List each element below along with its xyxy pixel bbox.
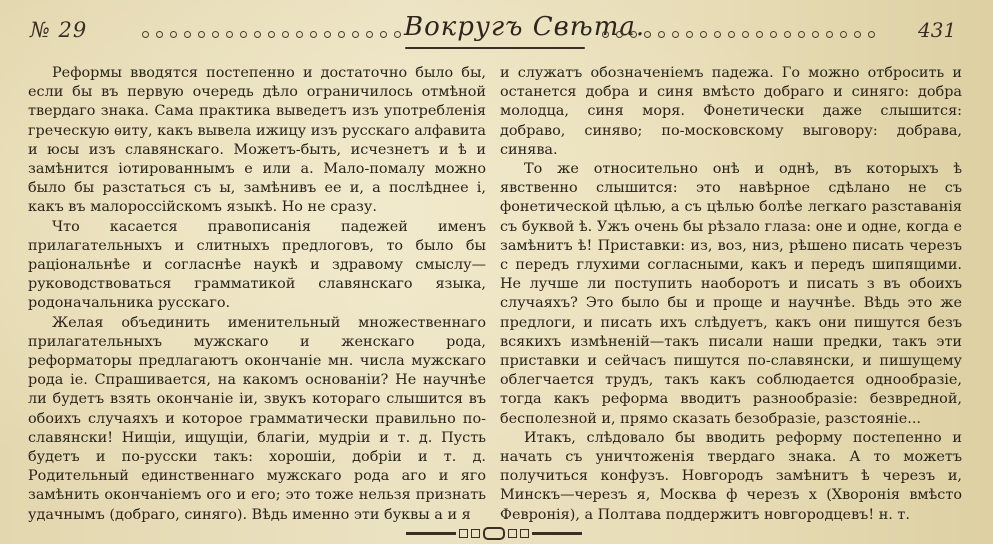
masthead-flourish bbox=[405, 47, 585, 49]
left-column bbox=[28, 64, 486, 525]
paragraph: Итакъ, слѣдовало бы вводить реформу постепенно и начать съ уничтоженія твердаго знака. А то можетъ получиться конфузъ. Новгородъ замѣнитъ ѣ черезъ и, Минскъ—черезъ я, Москва ф черезъ х (Хворонія вмѣсто Февронія), а Полтава поддержитъ новгородцевъ! н. т. bbox=[500, 429, 962, 523]
right-column bbox=[500, 64, 962, 525]
issue-number: № 29 bbox=[30, 18, 88, 42]
page-number: 431 bbox=[918, 18, 957, 42]
paragraph: Что касается правописанія падежей именъ прилагательныхъ и слитныхъ предлоговъ, то было бы раціональнѣе и согласнѣе наукѣ и здравому смыслу—руководствоваться грамматикой славянскаго языка, родоначальника русскаго. bbox=[28, 218, 486, 312]
paragraph: и служатъ обозначеніемъ падежа. Го можно отбросить и останется добра и синя вмѣсто добраго и синяго: добра молодца, синя моря. Фонетически даже слышится: добраво, синяво; по-московскому выговору: добрава, синява. bbox=[500, 65, 962, 158]
footer-ornament bbox=[394, 527, 594, 539]
paragraph: Реформы вводятся постепенно и достаточно было бы, если бы въ первую очередь дѣло ограничилось отмѣной твердаго знака. Сама практика выведетъ изъ употребленія греческую ѳиту, какъ вывела ижицу изъ русскаго алфавита и юсы изъ славянскаго. Можетъ-быть, исчезнетъ и ѣ и замѣнится іотированнымъ е или а. Мало-помалу можно было бы разстаться съ ы, замѣнивъ ее и, а послѣднее і, какъ въ малороссійскомъ языкѣ. Но не сразу. bbox=[28, 65, 486, 216]
ornament-dots-left bbox=[142, 30, 401, 38]
page-header bbox=[0, 0, 993, 58]
ornament-dots-right bbox=[602, 30, 875, 38]
paragraph: То же относительно онѣ и однѣ, въ которыхъ ѣ явственно слышится: это навѣрное сдѣлано не съ фонетической цѣлью, а съ цѣлью болѣе легкаго разставанія съ буквой ѣ. Ужъ очень бы рѣзало глаза: оне и одне, когда е замѣнитъ ѣ! Приставки: из, воз, низ, рѣшено писать черезъ с передъ глухими согласными, какъ и передъ шипящими. Не лучше ли поступить наоборотъ и писать з въ обоихъ случаяхъ? Это было бы и проще и научнѣе. Вѣдь это же предлоги, и писать ихъ слѣдуетъ, какъ они пишутся безъ всякихъ измѣненій—такъ писали наши предки, такъ эти приставки и сейчасъ пишутся по-славянски, и пишущему облегчается трудъ, такъ какъ соблюдается однообразіе, тогда какъ реформа вводитъ разнообразіе: безвредной, бесполезной и, прямо сказать безобразіе, разстояніе... bbox=[500, 161, 962, 427]
masthead-title: Вокругъ Свѣта. bbox=[404, 12, 646, 42]
paragraph: Желая объединить именительный множественнаго прилагательныхъ мужскаго и женскаго рода, реформаторы предлагаютъ окончаніе мн. числа мужскаго рода іе. Спрашивается, на какомъ основаніи? Не научнѣе ли будетъ взять окончаніе іи, звукъ котораго слышится въ обоихъ случаяхъ и которое грамматически правильно по-славянски! Нищіи, ищущіи, благіи, мудріи и т. д. Пусть будетъ и по-русски такъ: хорошіи, добріи и т. д. Родительный единственнаго мужскаго рода аго и яго замѣнить окончаніемъ ого и его; это тоже нельзя признать удачнымъ (добраго, синяго). Вѣдь именно эти буквы а и я bbox=[28, 314, 486, 523]
